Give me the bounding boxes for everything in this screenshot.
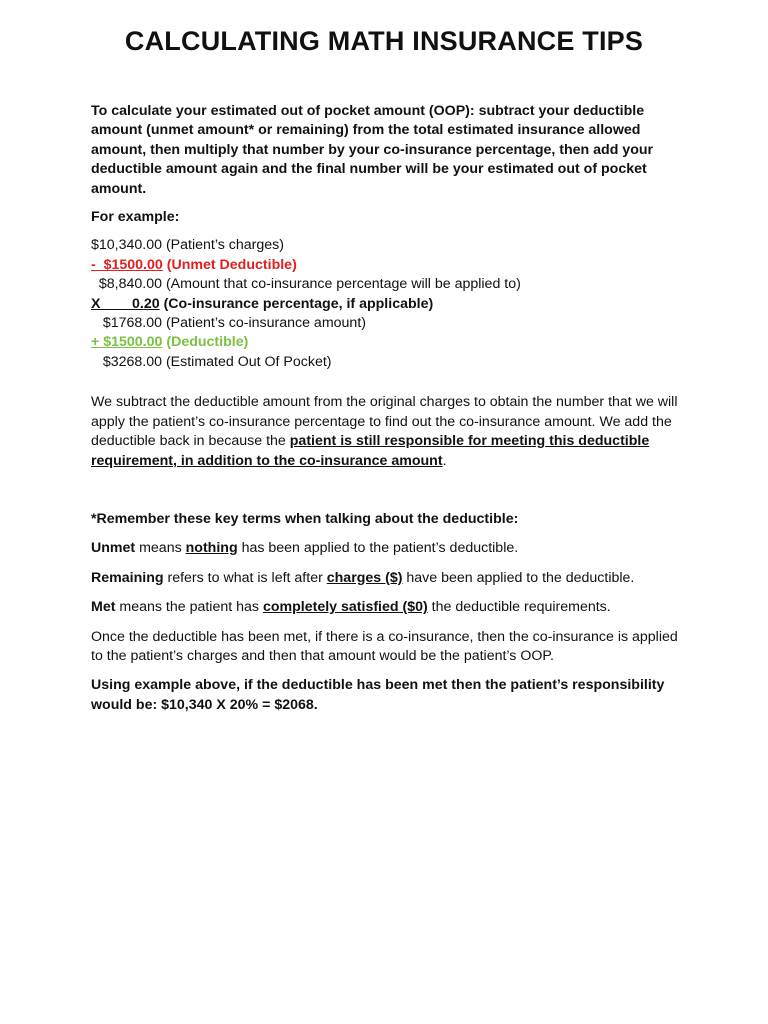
calc-label: (Estimated Out Of Pocket) [162,353,332,370]
term-key: charges ($) [326,569,403,586]
calc-label: (Patient’s charges) [162,237,284,254]
term-unmet [91,539,681,558]
explanation-paragraph [91,393,681,471]
calc-label: (Amount that co-insurance percentage will be applied to) [162,276,521,293]
calc-line-unmet-deductible [91,256,681,275]
calc-label: (Patient’s co-insurance amount) [162,315,366,332]
term-name: Met [91,599,116,616]
calculation-example [91,236,681,372]
term-text: has been applied to the patient’s deductible. [237,540,519,557]
calc-amount: + $1500.00 [91,334,163,351]
term-text: the deductible requirements. [427,599,611,616]
example-label: For example: [91,209,180,226]
calc-label: (Co-insurance percentage, if applicable) [159,295,434,312]
calc-amount: $3268.00 [91,353,162,370]
calc-amount: - $1500.00 [91,256,163,273]
calc-line-deductible [91,333,681,352]
calc-amount: X 0.20 [91,295,160,312]
calc-label: (Unmet Deductible) [162,256,297,273]
term-key: completely satisfied ($0) [262,599,428,616]
term-text: means the patient has [115,599,263,616]
document-body [91,102,681,715]
term-name: Unmet [91,540,136,557]
explanation-emphasis: patient is still responsible for meeting this deductible requirement, in addition to the co-insurance amount [91,433,650,469]
calc-line-charges [91,236,681,255]
calc-line-applied-amount [91,275,681,294]
term-name: Remaining [91,569,164,586]
calc-amount: $8,840.00 [91,276,162,293]
explanation-text: We subtract the deductible amount from the original charges to obtain the number that we will apply the patient’s co-insurance percentage to find out the co-insurance amount. We add the deductible back in because the [91,394,678,450]
calc-amount: $10,340.00 [91,237,163,254]
term-text: means [135,540,186,557]
calc-line-estimated-oop [91,353,681,372]
term-text: have been applied to the deductible. [402,569,635,586]
term-text: refers to what is left after [163,569,327,586]
calc-amount: $1768.00 [91,315,162,332]
explanation-end: . [442,452,447,469]
met-note-paragraph: Once the deductible has been met, if there is a co-insurance, then the co-insurance is applied to the patient’s charges and then that amount would be the patient’s OOP. [91,628,678,664]
term-key: nothing [185,540,238,557]
key-terms-heading: *Remember these key terms when talking about the deductible: [91,510,519,527]
intro-paragraph: To calculate your estimated out of pocket amount (OOP): subtract your deductible amount (unmet amount* or remaining) from the total estimated insurance allowed amount, then multiply that number by your co-insurance percentage, then add your deductible amount again and the final number will be your estimated out of pocket amount. [91,103,654,197]
page-title: CALCULATING MATH INSURANCE TIPS [124,26,644,56]
calc-label: (Deductible) [162,334,249,351]
calc-line-coinsurance-amount [91,314,681,333]
final-example-paragraph: Using example above, if the deductible has been met then the patient’s responsibility would be: $10,340 X 20% = $2068. [91,677,665,713]
term-remaining [91,569,681,588]
calc-line-coinsurance-percentage [91,295,681,314]
term-met [91,598,681,617]
